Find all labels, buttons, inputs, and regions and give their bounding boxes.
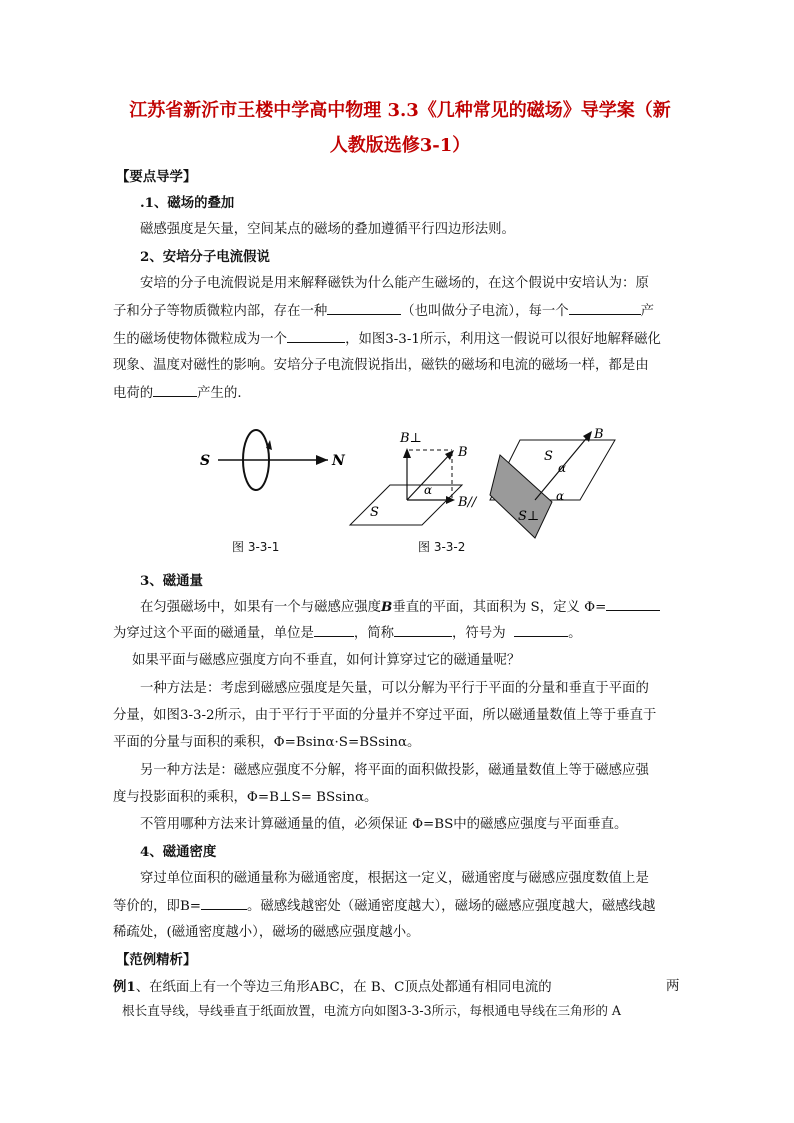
fill-blank xyxy=(153,382,197,397)
pole-s-label: S xyxy=(200,453,211,469)
text-span: 生的磁场使物体微粒成为一个 xyxy=(113,332,288,347)
text-span: 等价的，即B= xyxy=(113,899,202,914)
text-span: 产生的． xyxy=(197,386,251,401)
text-span: 子和分子等物质微粒内部，存在一种 xyxy=(113,304,328,319)
fill-blank xyxy=(327,300,401,315)
fill-blank xyxy=(287,328,345,343)
angle-alpha-label: α xyxy=(558,461,567,475)
text-span: 、在纸面上有一个等边三角形ABC，在 B、C顶点处都通有相同电流的 xyxy=(135,980,552,995)
heading-1: .1、磁场的叠加 xyxy=(140,195,235,211)
figure-3-3-1 xyxy=(200,430,346,490)
paragraph-4-line-2 xyxy=(113,895,655,918)
paragraph-3-line-1 xyxy=(140,596,660,619)
paragraph-3-line-2: 为穿过这个平面的磁通量，单位是 ，简称 ，符号为 。 xyxy=(113,622,582,645)
paragraph-2-line-1: 安培的分子电流假说是用来解释磁铁为什么能产生磁场的，在这个假说中安培认为：原 xyxy=(140,276,649,291)
arrow-head-icon xyxy=(316,455,328,465)
heading-2: 2、安培分子电流假说 xyxy=(140,249,270,265)
paragraph-3-line-7: 另一种方法是：磁感应强度不分解，将平面的面积做投影，磁通量数值上等于磁感应强 xyxy=(140,763,649,778)
fill-blank xyxy=(514,622,568,637)
s-perp-label: S⊥ xyxy=(518,509,540,524)
angle-alpha-label: α xyxy=(424,483,433,497)
paragraph-4-line-1: 穿过单位面积的磁通量称为磁通密度，根据这一定义，磁通密度与磁感应强度数值上是 xyxy=(140,871,649,886)
text-span: ，符号为 xyxy=(452,626,506,641)
paragraph-3-line-3: 如果平面与磁感应强度方向不垂直，如何计算穿过它的磁通量呢？ xyxy=(132,653,521,668)
angle-alpha-label: α xyxy=(556,489,565,503)
paragraph-1: 磁感强度是矢量，空间某点的磁场的叠加遵循平行四边形法则。 xyxy=(140,222,515,237)
paragraph-3-line-9: 不管用哪种方法来计算磁通量的值，必须保证 Φ=BS中的磁感应强度与平面垂直。 xyxy=(140,817,628,832)
paragraph-2-line-5 xyxy=(113,382,251,405)
paragraph-3-line-5: 分量，如图3-3-2所示，由于平行于平面的分量并不穿过平面，所以磁通量数值上等于垂直于 xyxy=(113,708,657,723)
paragraph-4-line-3: 稀疏处，(磁通密度越小），磁场的磁感应强度越小。 xyxy=(113,925,420,940)
text-span: 垂直的平面，其面积为 S，定义 Φ= xyxy=(392,600,607,615)
example-1-line-1 xyxy=(113,976,552,999)
text-span: 在匀强磁场中，如果有一个与磁感应强度 xyxy=(140,600,382,615)
plane-s-label: S xyxy=(544,449,553,464)
b-label: B xyxy=(594,427,604,442)
paragraph-3-line-4: 一种方法是：考虑到磁感应强度是矢量，可以分解为平行于平面的分量和垂直于平面的 xyxy=(140,681,649,696)
b-label: B xyxy=(458,445,468,460)
section-heading-yaodian: 【要点导学】 xyxy=(116,169,197,185)
figure-3-3-2-projection xyxy=(490,427,615,538)
fill-blank xyxy=(314,622,354,637)
fill-blank xyxy=(201,895,247,910)
plane-s-label: S xyxy=(370,505,379,520)
section-heading-fanli: 【范例精析】 xyxy=(116,952,197,968)
plane xyxy=(350,485,462,525)
text-span: 为穿过这个平面的磁通量，单位是 xyxy=(113,626,314,641)
text-span: 电荷的 xyxy=(113,386,154,401)
fill-blank xyxy=(569,300,641,315)
example-1-line-2: 根长直导线，导线垂直于纸面放置，电流方向如图3-3-3所示，每根通电导线在三角形的 A xyxy=(122,1003,622,1018)
document-title-line-1: 江苏省新沂市王楼中学高中物理 3.3《几种常见的磁场》导学案（新 xyxy=(129,100,671,121)
text-span: （也叫做分子电流），每一个 xyxy=(401,304,569,319)
figure-3-3-1-caption: 图 3-3-1 xyxy=(232,540,280,554)
example-1-line-1-end: 两 xyxy=(666,979,680,994)
document-title-line-2: 人教版选修3-1） xyxy=(329,135,471,156)
example-label: 例1 xyxy=(113,979,136,995)
text-span: ，简称 xyxy=(353,626,395,641)
fill-blank xyxy=(606,596,660,611)
paragraph-2-line-3 xyxy=(113,328,661,351)
paragraph-2-line-2 xyxy=(113,300,654,323)
fill-blank xyxy=(394,622,452,637)
paragraph-3-line-6: 平面的分量与面积的乘积，Φ=Bsinα·S=BSsinα。 xyxy=(113,735,421,750)
pole-n-label: N xyxy=(332,453,345,469)
figure-3-3-2-caption: 图 3-3-2 xyxy=(418,540,466,554)
heading-4: 4、磁通密度 xyxy=(140,844,217,860)
heading-3: 3、磁通量 xyxy=(140,573,203,589)
text-span: B xyxy=(381,599,393,615)
figure-3-3-2-decomposition xyxy=(350,431,478,525)
b-perp-label: B⊥ xyxy=(400,431,422,446)
paragraph-2-line-4: 现象、温度对磁性的影响。安培分子电流假说指出，磁铁的磁场和电流的磁场一样，都是由 xyxy=(113,358,649,373)
b-parallel-label: B// xyxy=(458,495,477,510)
text-span: 产 xyxy=(640,304,655,319)
paragraph-3-line-8: 度与投影面积的乘积，Φ=B⊥S= BSsinα。 xyxy=(113,790,378,805)
text-span: ，如图3-3-1所示，利用这一假说可以很好地解释磁化 xyxy=(345,332,661,347)
text-span: 。磁感线越密处（磁通密度越大），磁场的磁感应强度越大，磁感线越 xyxy=(247,899,656,914)
